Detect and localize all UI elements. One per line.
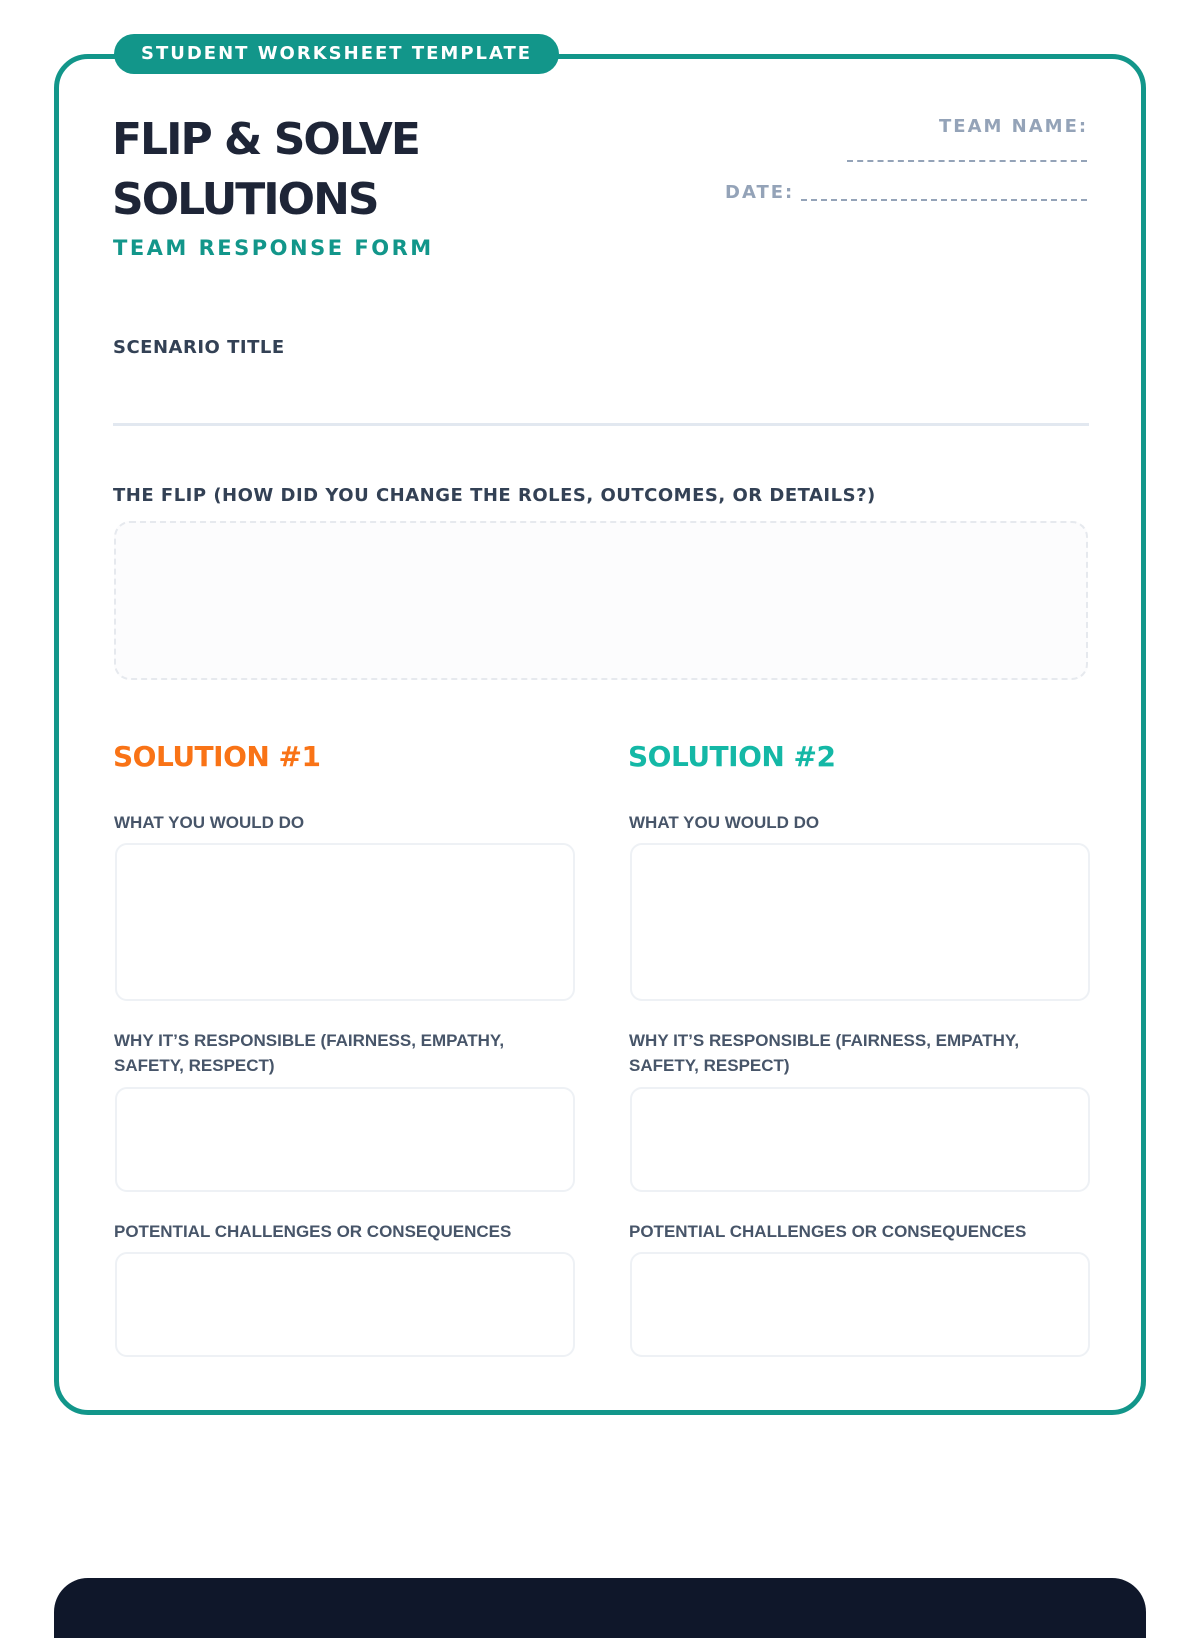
scenario-title-field[interactable] bbox=[113, 423, 1089, 426]
date-field[interactable] bbox=[801, 199, 1087, 201]
solution-2-heading: SOLUTION #2 bbox=[628, 740, 836, 773]
date-label: DATE: bbox=[725, 182, 795, 203]
solution-2-challenges-box[interactable] bbox=[630, 1252, 1090, 1357]
solution-1-what-box[interactable] bbox=[115, 843, 575, 1001]
scenario-title-label: SCENARIO TITLE bbox=[113, 337, 285, 358]
team-name-field[interactable] bbox=[847, 160, 1087, 162]
solution-1-heading: SOLUTION #1 bbox=[113, 740, 321, 773]
solution-2-what-box[interactable] bbox=[630, 843, 1090, 1001]
team-name-label: TEAM NAME: bbox=[939, 116, 1089, 137]
title-line-1: FLIP & SOLVE bbox=[112, 114, 419, 165]
solution-1-what-label: WHAT YOU WOULD DO bbox=[114, 813, 305, 832]
solution-1-why-label: WHY IT’S RESPONSIBLE (FAIRNESS, EMPATHY, SAFETY, RESPECT) bbox=[114, 1031, 505, 1075]
solution-1-challenges-box[interactable] bbox=[115, 1252, 575, 1357]
solution-1-challenges-label: POTENTIAL CHALLENGES OR CONSEQUENCES bbox=[114, 1222, 512, 1241]
footer-bar bbox=[54, 1578, 1146, 1638]
solution-1-why-box[interactable] bbox=[115, 1087, 575, 1192]
solution-2-why-box[interactable] bbox=[630, 1087, 1090, 1192]
solution-2-why-label: WHY IT’S RESPONSIBLE (FAIRNESS, EMPATHY, SAFETY, RESPECT) bbox=[629, 1031, 1020, 1075]
solution-2-challenges-label: POTENTIAL CHALLENGES OR CONSEQUENCES bbox=[629, 1222, 1027, 1241]
worksheet-badge: STUDENT WORKSHEET TEMPLATE bbox=[114, 34, 559, 74]
title-line-2: SOLUTIONS bbox=[112, 174, 378, 225]
page-subtitle: TEAM RESPONSE FORM bbox=[113, 236, 434, 260]
flip-prompt-label: THE FLIP (HOW DID YOU CHANGE THE ROLES, OUTCOMES, OR DETAILS?) bbox=[113, 485, 876, 506]
solution-2-what-label: WHAT YOU WOULD DO bbox=[629, 813, 820, 832]
flip-response-box[interactable] bbox=[114, 521, 1088, 680]
page-title bbox=[112, 110, 419, 230]
